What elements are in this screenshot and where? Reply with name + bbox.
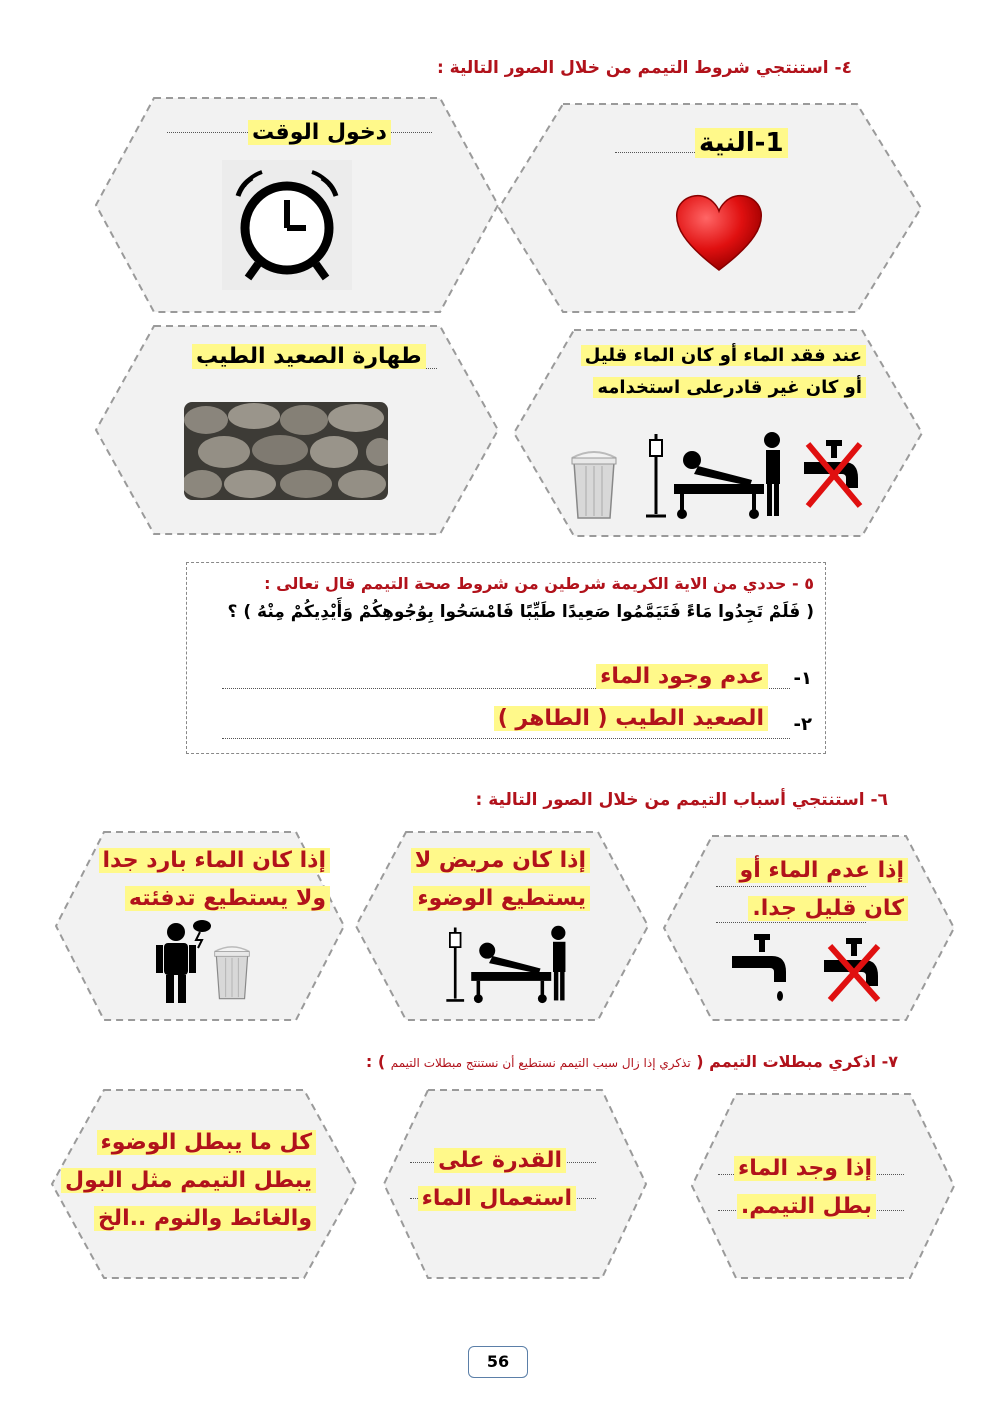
q4-title: ٤- استنتجي شروط التيمم من خلال الصور التالية :	[436, 58, 852, 78]
hex-niyya	[495, 100, 925, 316]
hex-cause-no-water	[660, 832, 958, 1024]
cause3-line1: إذا كان الماء بارد جدا	[99, 848, 330, 873]
water-condition-line1: عند فقد الماء أو كان الماء قليل	[581, 345, 866, 366]
hex-nullifier-wudu	[48, 1086, 360, 1282]
page-number: 56	[468, 1346, 528, 1378]
cause3-line2: ولا يستطيع تدفئته	[125, 886, 330, 911]
hex-time	[92, 94, 502, 316]
hex-nullifier-ability	[380, 1086, 650, 1282]
time-label: دخول الوقت	[248, 120, 391, 145]
q5-verse: ( فَلَمْ تَجِدُوا مَاءً فَتَيَمَّمُوا صَعِيدًا طَيِّبًا فَامْسَحُوا بِوُجُوهِكُمْ وَأَيْدِيكُمْ مِنْهُ ) ؟	[227, 602, 814, 622]
hex-nullifier-water-found	[688, 1090, 958, 1282]
sick-patient-icon	[642, 430, 782, 520]
cause2-line2: يستطيع الوضوء	[413, 886, 590, 911]
q5-title: ٥ - حددي من الاية الكريمة شرطين من شروط صحة التيمم قال تعالى :	[264, 574, 814, 593]
q7-title-note: تذكري إذا زال سبب التيمم نستطيع أن نستنتج مبطلات التيمم	[390, 1056, 691, 1070]
crossed-faucet-icon	[820, 936, 884, 1006]
earth-label: طهارة الصعيد الطيب	[192, 344, 426, 369]
nullifier2-line2: استعمال الماء	[418, 1186, 576, 1211]
nullifier3-line1: كل ما يبطل الوضوء	[97, 1130, 317, 1155]
cause2-line1: إذا كان مريض لا	[411, 848, 590, 873]
q5-answer1: عدم وجود الماء	[596, 664, 768, 689]
hex-cause-cold-water	[52, 828, 348, 1024]
stone-wall-image	[184, 402, 388, 500]
nullifier3-line2: يبطل التيمم مثل البول	[61, 1168, 316, 1193]
q7-title	[366, 1052, 898, 1071]
nullifier1-line2: بطل التيمم.	[737, 1194, 876, 1219]
faucet-icon	[728, 932, 792, 1004]
nullifier2-line1: القدرة على	[434, 1148, 566, 1173]
q6-title: ٦- استنتجي أسباب التيمم من خلال الصور التالية :	[475, 790, 888, 810]
nullifier1-line1: إذا وجد الماء	[734, 1156, 876, 1181]
ice-bucket-icon	[566, 448, 622, 520]
q5-num2: ٢-	[793, 714, 812, 735]
q5-num1: ١-	[793, 668, 812, 689]
dotted-line	[222, 738, 790, 739]
water-condition-line2: أو كان غير قادرعلى استخدامه	[593, 377, 866, 398]
q7-title-bold: ٧- اذكري مبطلات التيمم (	[696, 1052, 898, 1071]
nullifier3-line3: والغائط والنوم ..الخ	[94, 1206, 316, 1231]
q7-title-end: ) :	[365, 1052, 386, 1071]
niyya-label: 1-النية	[695, 128, 788, 158]
cause1-line1: إذا عدم الماء أو	[736, 858, 908, 883]
hex-water-condition	[510, 326, 926, 540]
alarm-clock-icon	[222, 160, 352, 290]
ice-bucket-icon	[210, 940, 254, 1004]
cause1-line2: كان قليل جدا.	[748, 896, 908, 921]
dotted-line	[615, 152, 695, 153]
heart-icon	[673, 188, 765, 274]
q5-answer2: الصعيد الطيب ( الطاهر )	[494, 706, 768, 731]
cold-person-icon	[152, 918, 212, 1008]
hex-earth	[92, 322, 502, 538]
crossed-faucet-icon	[800, 436, 864, 512]
hex-cause-sick	[352, 828, 652, 1024]
sick-patient-icon	[440, 924, 570, 1004]
